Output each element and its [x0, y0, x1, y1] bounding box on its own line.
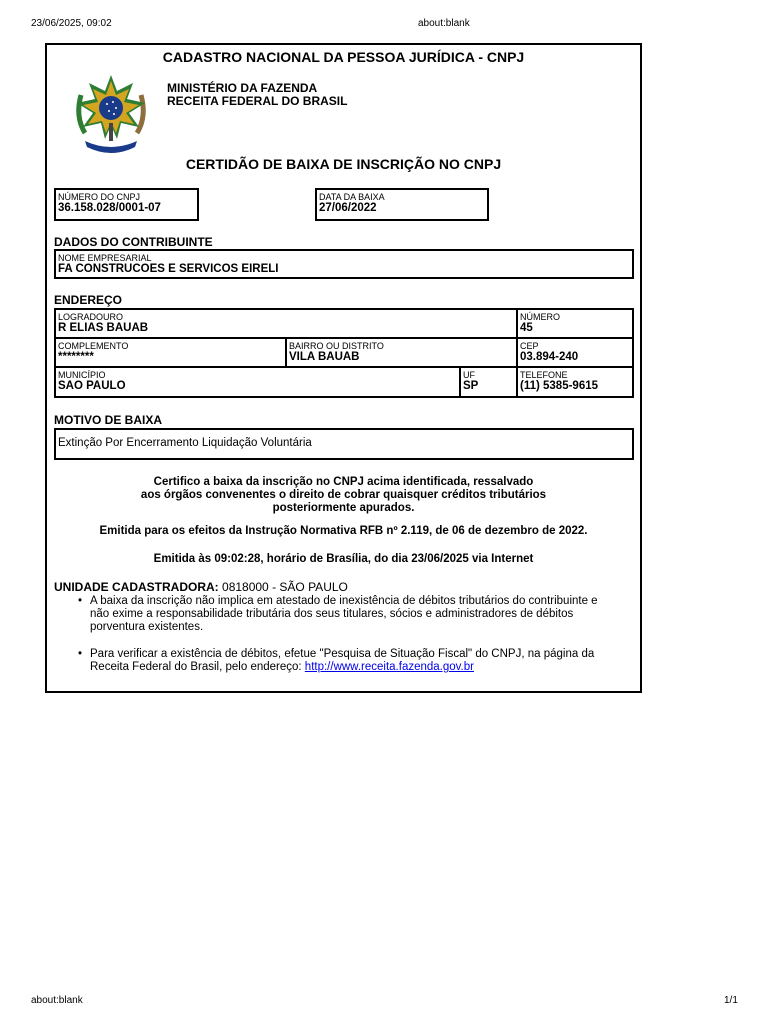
- data-baixa-value: 27/06/2022: [319, 202, 377, 214]
- cep-label: CEP: [520, 341, 539, 351]
- data-baixa-field: [315, 188, 489, 221]
- complemento-label: COMPLEMENTO: [58, 341, 129, 351]
- note-text: Receita Federal do Brasil, pelo endereço:: [90, 661, 305, 673]
- complemento-field: [54, 337, 287, 368]
- motivo-section-title: MOTIVO DE BAIXA: [54, 413, 163, 427]
- municipio-label: MUNICÍPIO: [58, 370, 106, 380]
- instrucao-normativa: Emitida para os efeitos da Instrução Normativa RFB nº 2.119, de 06 de dezembro de 2022.: [99, 525, 588, 537]
- uf-value: SP: [463, 380, 479, 392]
- municipio-value: SAO PAULO: [58, 380, 126, 392]
- bairro-field: [285, 337, 518, 368]
- registry-title: CADASTRO NACIONAL DA PESSOA JURÍDICA - CNPJ: [162, 49, 525, 65]
- list-item: [90, 648, 630, 674]
- note-line: • Para verificar a existência de débitos, efetue "Pesquisa de Situação Fiscal" do CNPJ, na página da: [90, 648, 595, 660]
- emission-timestamp: Emitida às 09:02:28, horário de Brasília, do dia 23/06/2025 via Internet: [153, 553, 534, 565]
- telefone-value: (11) 5385-9615: [520, 380, 599, 392]
- cep-field: [516, 337, 634, 368]
- uf-field: [459, 366, 518, 398]
- nome-empresarial-label: NOME EMPRESARIAL: [58, 253, 152, 263]
- unidade-value: 0818000 - SÃO PAULO: [222, 580, 348, 594]
- print-title: about:blank: [418, 18, 470, 29]
- unidade-label: UNIDADE CADASTRADORA:: [54, 580, 219, 594]
- note-line: • A baixa da inscrição não implica em atestado de inexistência de débitos tributários do contribuinte e: [90, 595, 598, 607]
- cnpj-value: 36.158.028/0001-07: [58, 202, 161, 214]
- certification-line: Certifico a baixa da inscrição no CNPJ acima identificada, ressalvado: [153, 476, 534, 488]
- note-line: não exime a responsabilidade tributária dos seus titulares, sócios e administradores de débitos: [90, 608, 574, 620]
- nome-empresarial-value: FA CONSTRUCOES E SERVICOS EIRELI: [58, 263, 279, 275]
- data-baixa-label: DATA DA BAIXA: [319, 192, 385, 202]
- complemento-value: ********: [58, 351, 94, 363]
- cep-value: 03.894-240: [520, 351, 579, 363]
- receita-website-link[interactable]: http://www.receita.fazenda.gov.br: [304, 661, 474, 673]
- numero-value: 45: [520, 322, 533, 334]
- print-page-count: 1/1: [724, 995, 738, 1006]
- logradouro-label: LOGRADOURO: [58, 312, 124, 322]
- unidade-cadastradora: [54, 580, 348, 594]
- certification-line: aos órgãos convenentes o direito de cobrar quaisquer créditos tributários: [140, 489, 547, 501]
- brazil-coat-of-arms-icon: [71, 71, 151, 157]
- telefone-field: [516, 366, 634, 398]
- note-line: [90, 661, 630, 674]
- contribuinte-section-title: DADOS DO CONTRIBUINTE: [54, 235, 213, 249]
- logradouro-field: [54, 308, 518, 339]
- endereco-section-title: ENDEREÇO: [54, 293, 123, 307]
- note-line: porventura existentes.: [90, 621, 204, 633]
- certificate-title: CERTIDÃO DE BAIXA DE INSCRIÇÃO NO CNPJ: [185, 156, 502, 172]
- print-datetime: 23/06/2025, 09:02: [31, 18, 112, 29]
- bairro-value: VILA BAUAB: [289, 351, 360, 363]
- motivo-value: Extinção Por Encerramento Liquidação Voluntária: [54, 428, 634, 460]
- numero-field: [516, 308, 634, 339]
- ministry-name: MINISTÉRIO DA FAZENDA: [167, 81, 318, 95]
- nome-empresarial-field: [54, 249, 634, 279]
- notes-list: [90, 595, 630, 688]
- certification-text: [47, 476, 640, 515]
- numero-label: NÚMERO: [520, 312, 560, 322]
- uf-label: UF: [463, 370, 475, 380]
- logradouro-value: R ELIAS BAUAB: [58, 322, 149, 334]
- certificate-document: [45, 43, 642, 693]
- list-item: [90, 595, 630, 634]
- agency-block: [167, 82, 347, 108]
- cnpj-field: [54, 188, 199, 221]
- agency-name: RECEITA FEDERAL DO BRASIL: [167, 94, 348, 108]
- telefone-label: TELEFONE: [520, 370, 568, 380]
- cnpj-label: NÚMERO DO CNPJ: [58, 192, 141, 202]
- certification-line: posteriormente apurados.: [272, 502, 415, 514]
- bairro-label: BAIRRO OU DISTRITO: [289, 341, 384, 351]
- municipio-field: [54, 366, 461, 398]
- print-footer-url: about:blank: [31, 995, 83, 1006]
